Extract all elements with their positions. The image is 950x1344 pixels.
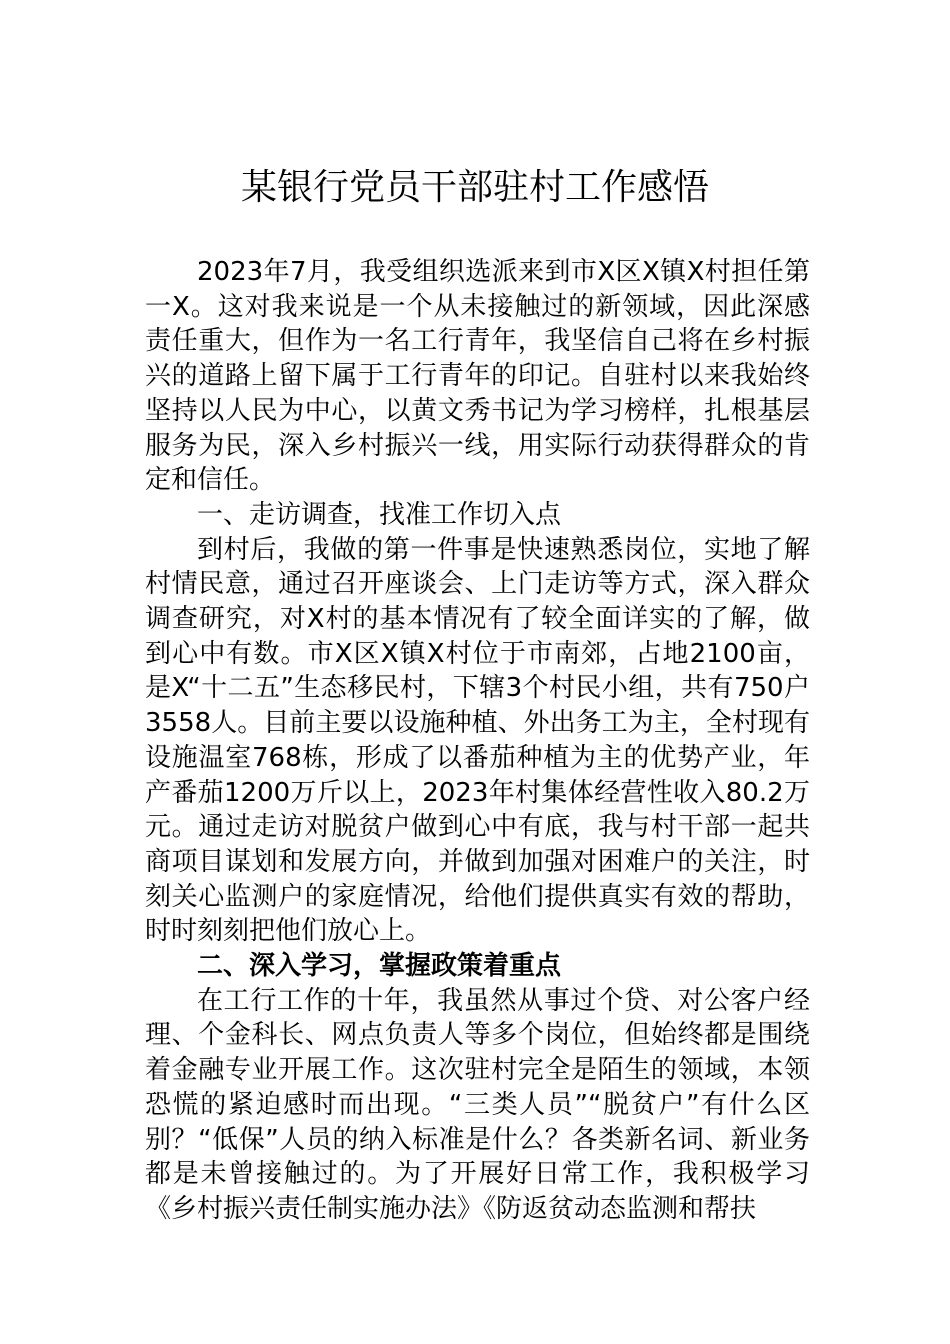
paragraph-section-2: 在工行工作的十年，我虽然从事过个贷、对公客户经理、个金科长、网点负责人等多个岗位，但始终都是围绕着金融专业开展工作。这次驻村完全是陌生的领域，本领恐慌的紧迫感时而出现。“三类人员”“脱贫户”有什么区别？“低保”人员的纳入标准是什么？各类新名词、新业务都是未曾接触过的。为了开展好日常工作，我积极学习《乡村振兴责任制实施办法》《防返贫动态监测和帮扶: [145, 985, 810, 1224]
document-body: [145, 255, 810, 1227]
paragraph-section-1: 到村后，我做的第一件事是快速熟悉岗位，实地了解村情民意，通过召开座谈会、上门走访等方式，深入群众调查研究，对X村的基本情况有了较全面详实的了解，做到心中有数。市X区X镇X村位于市南郊，占地2100亩，是X“十二五”生态移民村，下辖3个村民小组，共有750户3558人。目前主要以设施种植、外出务工为主，全村现有设施温室768栋，形成了以番茄种植为主的优势产业，年产番茄1200万斤以上，2023年村集体经营性收入80.2万元。通过走访对脱贫户做到心中有底，我与村干部一起共商项目谋划和发展方向，并做到加强对困难户的关注，时刻关心监测户的家庭情况，给他们提供真实有效的帮助，时时刻刻把他们放心上。: [145, 534, 810, 947]
paragraph-intro: 2023年7月，我受组织选派来到市X区X镇X村担任第一X。这对我来说是一个从未接触过的新领域，因此深感责任重大，但作为一名工行青年，我坚信自己将在乡村振兴的道路上留下属于工行青年的印记。自驻村以来我始终坚持以人民为中心，以黄文秀书记为学习榜样，扎根基层服务为民，深入乡村振兴一线，用实际行动获得群众的肯定和信任。: [145, 257, 810, 496]
section-heading-1: 一、走访调查，找准工作切入点: [197, 499, 562, 530]
document-title: 某银行党员干部驻村工作感悟: [240, 167, 709, 208]
section-heading-2: 二、深入学习，掌握政策着重点: [197, 951, 562, 982]
